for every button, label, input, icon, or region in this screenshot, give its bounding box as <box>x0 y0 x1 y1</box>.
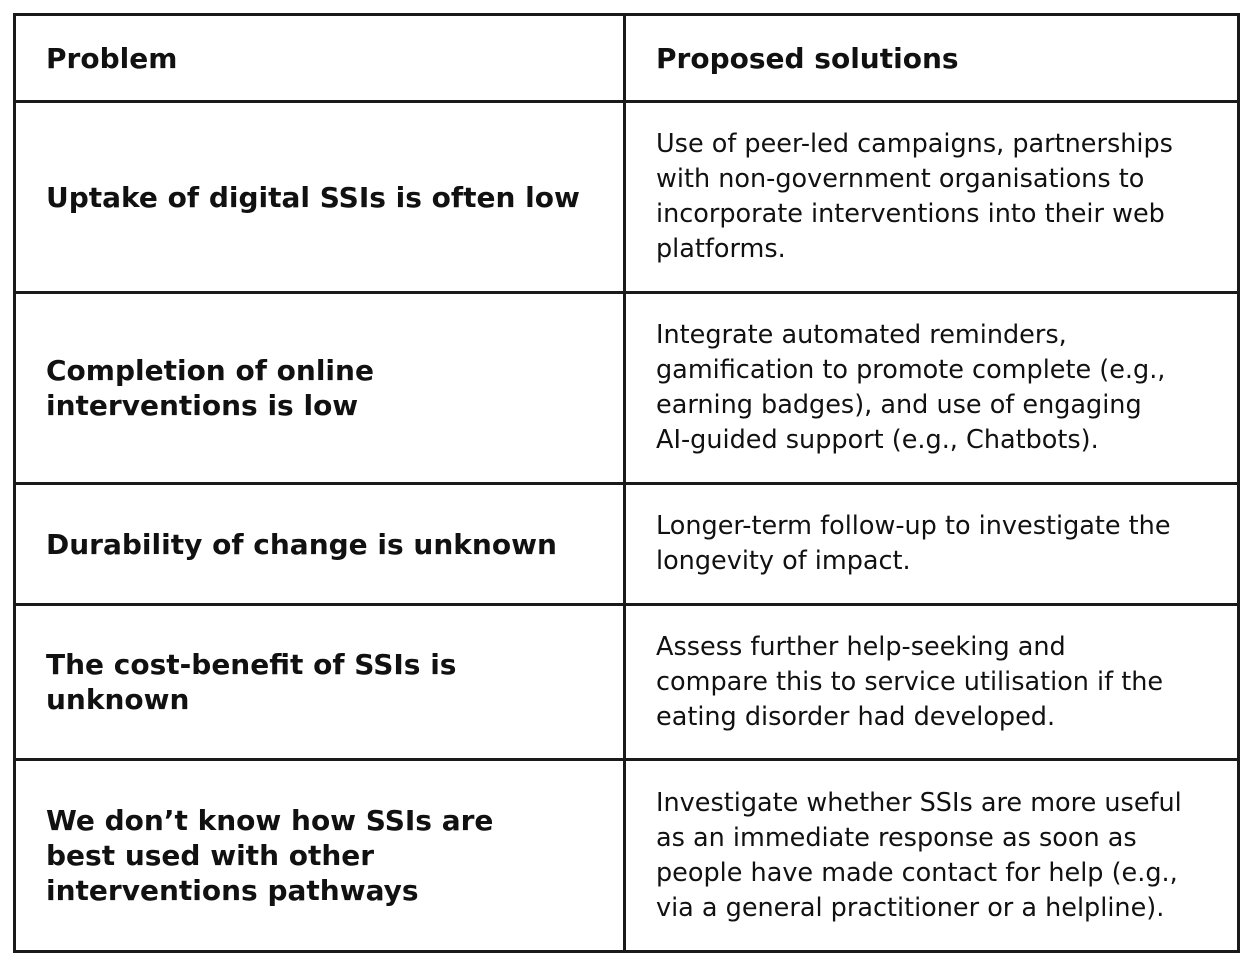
table-row <box>15 102 1239 293</box>
table-row <box>15 605 1239 760</box>
solution-cell: Use of peer-led campaigns, partnerships with non-government organisations to incorporate interventions into their web platforms. <box>625 102 1239 293</box>
problem-cell: Durability of change is unknown <box>15 484 625 605</box>
solutions-column-header: Proposed solutions <box>625 15 1239 102</box>
solution-cell: Longer-term follow-up to investigate the longevity of impact. <box>625 484 1239 605</box>
table-row <box>15 293 1239 484</box>
solution-cell: Integrate automated reminders, gamification to promote complete (e.g., earning badges), and use of engaging AI-guided support (e.g., Chatbots). <box>625 293 1239 484</box>
table-row <box>15 760 1239 952</box>
solution-cell: Investigate whether SSIs are more useful as an immediate response as soon as people have made contact for help (e.g., via a general practitioner or a helpline). <box>625 760 1239 952</box>
solution-cell: Assess further help-seeking and compare this to service utilisation if the eating disorder had developed. <box>625 605 1239 760</box>
problem-cell: The cost-benefit of SSIs is unknown <box>15 605 625 760</box>
problem-column-header: Problem <box>15 15 625 102</box>
problem-cell: Uptake of digital SSIs is often low <box>15 102 625 293</box>
problem-cell: Completion of online interventions is low <box>15 293 625 484</box>
table-row <box>15 484 1239 605</box>
problem-cell: We don’t know how SSIs are best used with other interventions pathways <box>15 760 625 952</box>
problem-solutions-table <box>13 13 1240 953</box>
table-header-row <box>15 15 1239 102</box>
